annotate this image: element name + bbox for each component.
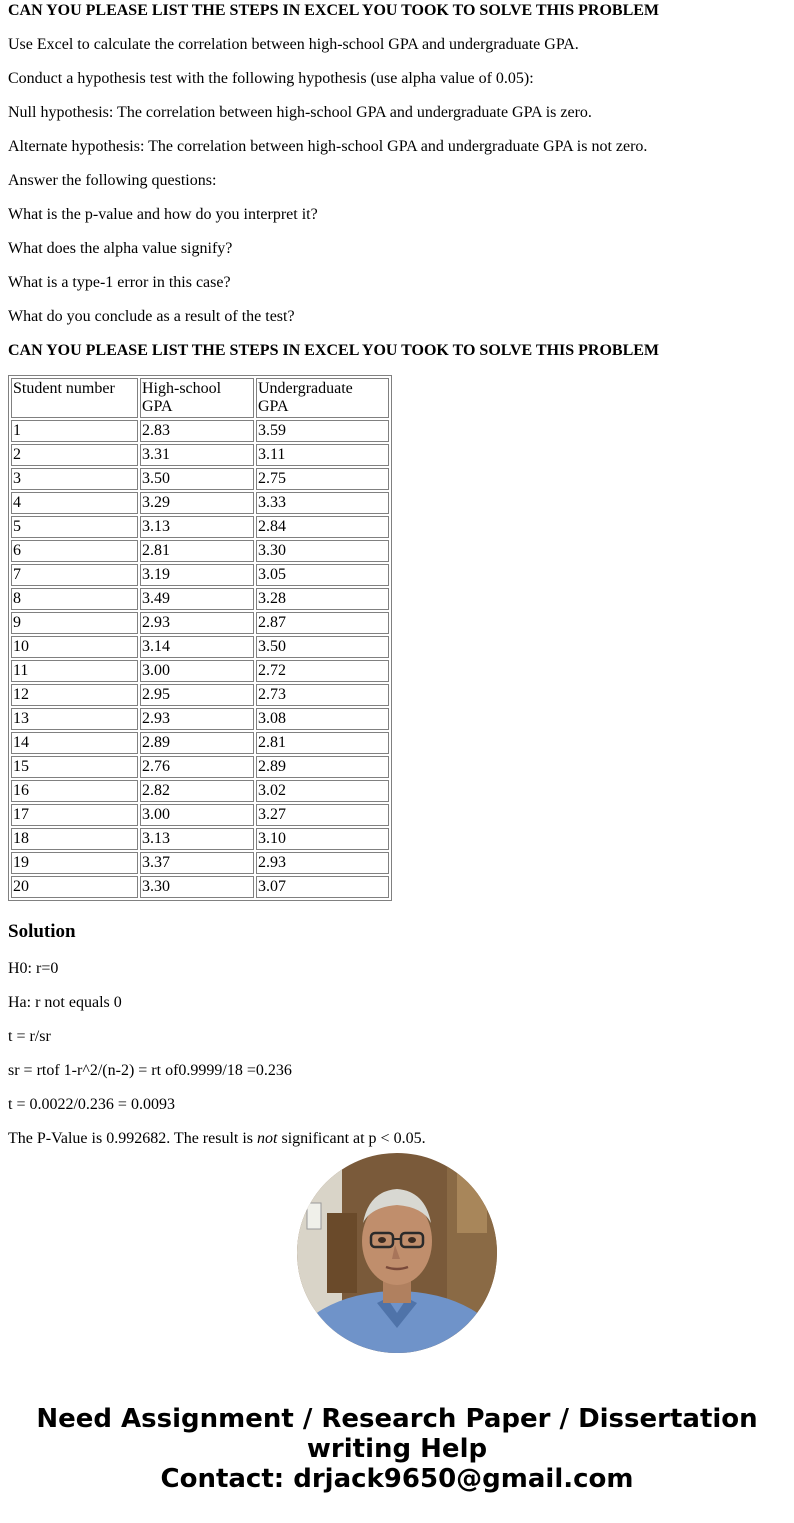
pvalue-emphasis: not bbox=[257, 1130, 278, 1147]
pvalue-text: The P-Value is 0.992682. The result is bbox=[8, 1130, 258, 1147]
cell-student-number: 5 bbox=[11, 516, 138, 538]
cell-high-school-gpa: 2.93 bbox=[140, 612, 254, 634]
cell-high-school-gpa: 3.37 bbox=[140, 852, 254, 874]
promo-banner bbox=[0, 1404, 794, 1494]
cell-student-number: 7 bbox=[11, 564, 138, 586]
cell-undergraduate-gpa: 3.05 bbox=[256, 564, 389, 586]
solution-line: H0: r=0 bbox=[8, 960, 59, 977]
cell-student-number: 13 bbox=[11, 708, 138, 730]
table-row bbox=[11, 732, 389, 754]
cell-student-number: 8 bbox=[11, 588, 138, 610]
cell-high-school-gpa: 3.50 bbox=[140, 468, 254, 490]
table-row bbox=[11, 852, 389, 874]
cell-student-number: 2 bbox=[11, 444, 138, 466]
cell-student-number: 11 bbox=[11, 660, 138, 682]
cell-high-school-gpa: 3.13 bbox=[140, 516, 254, 538]
solution-lines bbox=[8, 960, 786, 1148]
question-content bbox=[8, 0, 786, 1148]
column-header-undergraduate-gpa: Undergraduate GPA bbox=[256, 378, 389, 418]
cell-undergraduate-gpa: 2.72 bbox=[256, 660, 389, 682]
column-header-student-number: Student number bbox=[11, 378, 138, 418]
table-row bbox=[11, 636, 389, 658]
table-row bbox=[11, 804, 389, 826]
cell-high-school-gpa: 2.93 bbox=[140, 708, 254, 730]
tutor-avatar bbox=[297, 1153, 497, 1353]
question-heading-repeat: CAN YOU PLEASE LIST THE STEPS IN EXCEL YOU TOOK TO SOLVE THIS PROBLEM bbox=[8, 342, 660, 359]
table-row bbox=[11, 660, 389, 682]
cell-high-school-gpa: 2.81 bbox=[140, 540, 254, 562]
cell-student-number: 18 bbox=[11, 828, 138, 850]
table-row bbox=[11, 756, 389, 778]
table-row bbox=[11, 420, 389, 442]
cell-high-school-gpa: 2.83 bbox=[140, 420, 254, 442]
cell-undergraduate-gpa: 3.59 bbox=[256, 420, 389, 442]
cell-student-number: 19 bbox=[11, 852, 138, 874]
cell-high-school-gpa: 2.76 bbox=[140, 756, 254, 778]
cell-undergraduate-gpa: 3.02 bbox=[256, 780, 389, 802]
cell-undergraduate-gpa: 3.10 bbox=[256, 828, 389, 850]
cell-student-number: 15 bbox=[11, 756, 138, 778]
question-heading: CAN YOU PLEASE LIST THE STEPS IN EXCEL YOU TOOK TO SOLVE THIS PROBLEM bbox=[8, 2, 660, 19]
question-paragraph: Null hypothesis: The correlation between high-school GPA and undergraduate GPA is zero. bbox=[8, 104, 592, 121]
cell-undergraduate-gpa: 3.07 bbox=[256, 876, 389, 898]
cell-high-school-gpa: 3.00 bbox=[140, 804, 254, 826]
solution-title: Solution bbox=[8, 921, 76, 942]
cell-student-number: 6 bbox=[11, 540, 138, 562]
cell-undergraduate-gpa: 2.93 bbox=[256, 852, 389, 874]
table-row bbox=[11, 612, 389, 634]
cell-undergraduate-gpa: 2.84 bbox=[256, 516, 389, 538]
cell-undergraduate-gpa: 3.27 bbox=[256, 804, 389, 826]
cell-student-number: 3 bbox=[11, 468, 138, 490]
cell-high-school-gpa: 3.30 bbox=[140, 876, 254, 898]
cell-undergraduate-gpa: 2.81 bbox=[256, 732, 389, 754]
promo-line: Need Assignment / Research Paper / Dissertation bbox=[36, 1404, 758, 1434]
cell-high-school-gpa: 3.49 bbox=[140, 588, 254, 610]
solution-line: sr = rtof 1-r^2/(n-2) = rt of0.9999/18 =0.236 bbox=[8, 1062, 292, 1079]
table-row bbox=[11, 468, 389, 490]
cell-undergraduate-gpa: 2.89 bbox=[256, 756, 389, 778]
table-row bbox=[11, 492, 389, 514]
cell-student-number: 12 bbox=[11, 684, 138, 706]
question-paragraph: What is the p-value and how do you interpret it? bbox=[8, 206, 318, 223]
table-row bbox=[11, 684, 389, 706]
question-paragraph: What is a type-1 error in this case? bbox=[8, 274, 231, 291]
table-row bbox=[11, 516, 389, 538]
cell-undergraduate-gpa: 2.73 bbox=[256, 684, 389, 706]
solution-line: t = 0.0022/0.236 = 0.0093 bbox=[8, 1096, 175, 1113]
cell-student-number: 4 bbox=[11, 492, 138, 514]
cell-student-number: 1 bbox=[11, 420, 138, 442]
table-row bbox=[11, 444, 389, 466]
cell-high-school-gpa: 3.14 bbox=[140, 636, 254, 658]
question-paragraphs bbox=[8, 36, 786, 326]
question-paragraph: Alternate hypothesis: The correlation between high-school GPA and undergraduate GPA is not zero. bbox=[8, 138, 648, 155]
solution-line: Ha: r not equals 0 bbox=[8, 994, 122, 1011]
cell-student-number: 10 bbox=[11, 636, 138, 658]
gpa-table-body bbox=[11, 420, 389, 898]
cell-student-number: 17 bbox=[11, 804, 138, 826]
table-header-row bbox=[11, 378, 389, 418]
cell-undergraduate-gpa: 3.33 bbox=[256, 492, 389, 514]
cell-undergraduate-gpa: 2.87 bbox=[256, 612, 389, 634]
cell-high-school-gpa: 3.29 bbox=[140, 492, 254, 514]
table-row bbox=[11, 876, 389, 898]
cell-student-number: 20 bbox=[11, 876, 138, 898]
cell-high-school-gpa: 3.19 bbox=[140, 564, 254, 586]
cell-high-school-gpa: 2.89 bbox=[140, 732, 254, 754]
table-row bbox=[11, 588, 389, 610]
table-row bbox=[11, 708, 389, 730]
table-row bbox=[11, 828, 389, 850]
cell-high-school-gpa: 2.95 bbox=[140, 684, 254, 706]
cell-student-number: 9 bbox=[11, 612, 138, 634]
cell-undergraduate-gpa: 3.28 bbox=[256, 588, 389, 610]
question-paragraph: What do you conclude as a result of the test? bbox=[8, 308, 295, 325]
question-paragraph: Conduct a hypothesis test with the following hypothesis (use alpha value of 0.05): bbox=[8, 70, 534, 87]
solution-line: t = r/sr bbox=[8, 1028, 51, 1045]
cell-undergraduate-gpa: 3.50 bbox=[256, 636, 389, 658]
pvalue-conclusion bbox=[8, 1130, 786, 1148]
question-paragraph: Answer the following questions: bbox=[8, 172, 217, 189]
promo-line: writing Help bbox=[306, 1434, 488, 1464]
gpa-table bbox=[8, 375, 392, 901]
pvalue-text-end: significant at p < 0.05. bbox=[277, 1130, 426, 1147]
cell-undergraduate-gpa: 2.75 bbox=[256, 468, 389, 490]
cell-high-school-gpa: 3.31 bbox=[140, 444, 254, 466]
cell-undergraduate-gpa: 3.08 bbox=[256, 708, 389, 730]
question-paragraph: Use Excel to calculate the correlation between high-school GPA and undergraduate GPA. bbox=[8, 36, 579, 53]
cell-high-school-gpa: 3.00 bbox=[140, 660, 254, 682]
tutor-portrait-image bbox=[297, 1153, 497, 1353]
table-row bbox=[11, 540, 389, 562]
cell-student-number: 16 bbox=[11, 780, 138, 802]
cell-high-school-gpa: 3.13 bbox=[140, 828, 254, 850]
question-paragraph: What does the alpha value signify? bbox=[8, 240, 233, 257]
table-row bbox=[11, 780, 389, 802]
promo-contact: Contact: drjack9650@gmail.com bbox=[160, 1464, 634, 1494]
cell-undergraduate-gpa: 3.11 bbox=[256, 444, 389, 466]
cell-high-school-gpa: 2.82 bbox=[140, 780, 254, 802]
cell-student-number: 14 bbox=[11, 732, 138, 754]
column-header-high-school-gpa: High-school GPA bbox=[140, 378, 254, 418]
table-row bbox=[11, 564, 389, 586]
cell-undergraduate-gpa: 3.30 bbox=[256, 540, 389, 562]
